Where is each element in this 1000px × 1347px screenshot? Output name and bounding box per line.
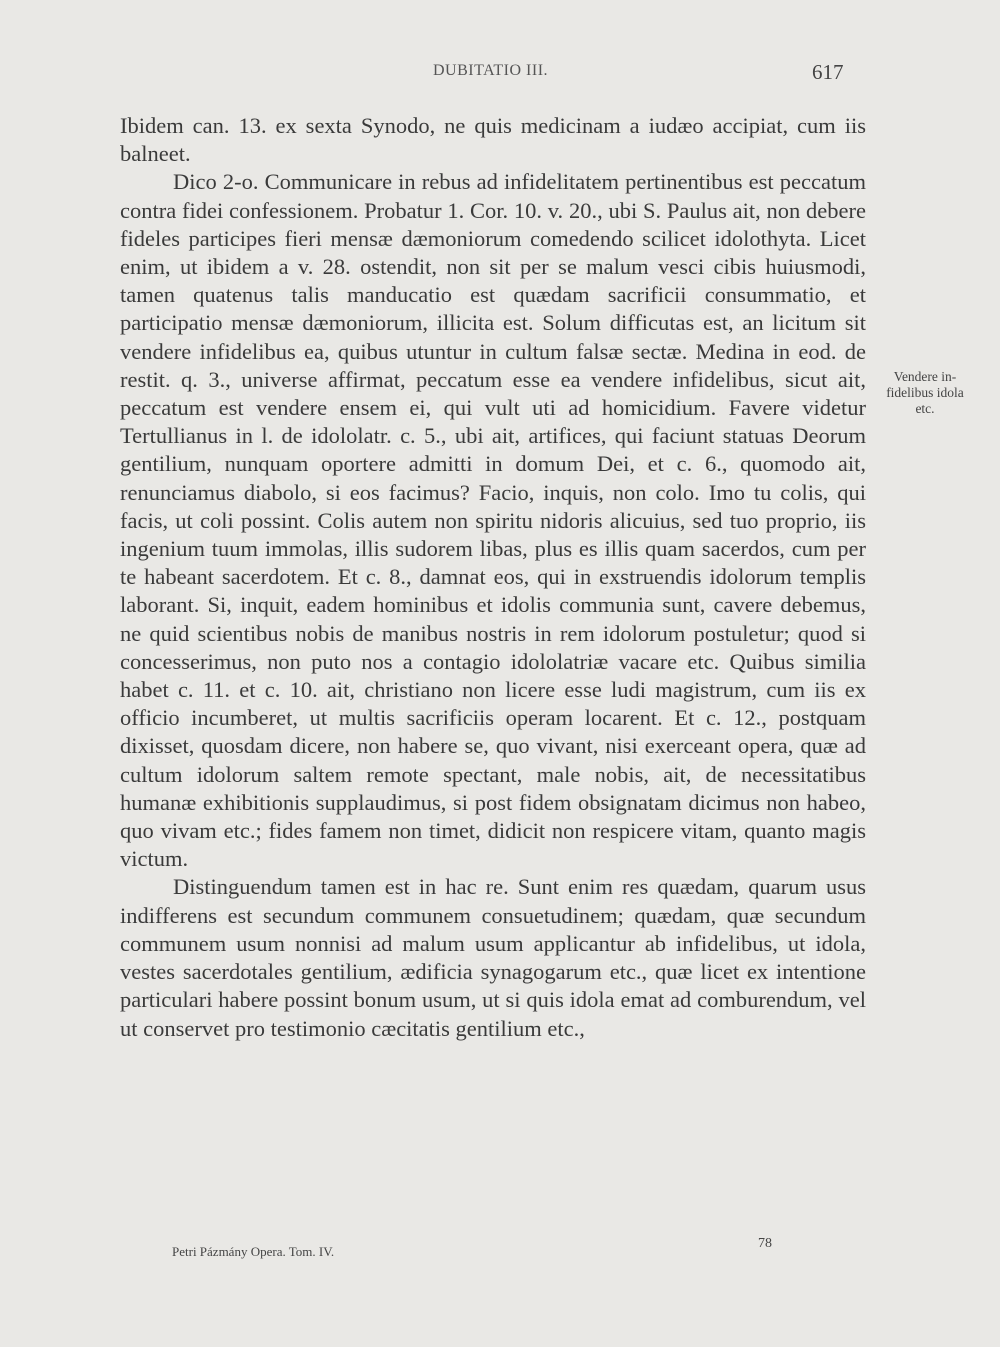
marginal-note-line: fidelibus idola bbox=[886, 385, 964, 400]
footer-signature: Petri Pázmány Opera. Tom. IV. bbox=[172, 1244, 335, 1259]
paragraph: Distinguendum tamen est in hac re. Sunt enim res quædam, quarum usus indifferens est secundum communem consuetudinem; quædam, quæ secundum communem usum nonnisi ad malum usum applicantur ab infidelibus, ut idola, vestes sacerdotales gentilium, ædificia synagogarum etc., quæ licet ex intentione particulari habere possint bonum usum, ut si quis idola emat ad comburendum, vel ut conservet pro testimonio cæcitatis gentilium etc., bbox=[120, 874, 866, 1041]
paragraph: Dico 2-o. Communicare in rebus ad infidelitatem pertinentibus est peccatum contra fidei confessionem. Probatur 1. Cor. 10. v. 20., ubi S. Paulus ait, non debere fideles participes fieri mensæ dæmoniorum comedendo scilicet idolothyta. Licet enim, ut ibidem a v. 28. ostendit, non sit per se malum vesci cibis huiusmodi, tamen quatenus talis manducatio est quædam sacrificii consummatio, et participatio mensæ dæmoniorum, illicita est. Solum difficutas est, an licitum sit vendere infidelibus ea, quibus utuntur in cultum falsæ sectæ. Medina in eod. de restit. q. 3., universe affirmat, peccatum esse ea vendere infidelibus, sicut ait, peccatum est vendere ensem ei, qui vult uti ad homicidium. Favere videtur Tertullianus in l. de idololatr. c. 5., ubi ait, artifices, qui faciunt statuas Deorum gentilium, nunquam oportere admitti in domum Dei, et c. 6., quomodo ait, renunciamus diabolo, si eos facimus? Facio, inquis, non colo. Imo tu colis, qui facis, ut coli possint. Colis autem non spiritu nidoris alicuius, sed tuo proprio, iis ingenium tuum immolas, illis sudorem libas, plus es illis quam sacerdos, cum per te habeant sacerdotem. Et c. 8., damnat eos, qui in exstruendis idolorum templis laborant. Si, inquit, eadem hominibus et idolis communia sunt, cavere debemus, ne quid scientibus nobis de manibus nostris in rem idolorum postuletur; quod si concesserimus, non puto nos a contagio idololatriæ vacare etc. Quibus similia habet c. 11. et c. 10. ait, christiano non licere esse ludi magistrum, cum iis ex officio incumberet, ut multis sacrificiis operam locarent. Et c. 12., postquam dixisset, quosdam dicere, non habere se, quo vivant, nisi exerceant opera, quæ ad cultum idolorum saltem remote spectant, male nobis, ait, de necessitatibus humanæ exhibitionis supplaudimus, si post fidem obsignatam dicimus non habeo, quo vivam etc.; fides famem non timet, didicit non respicere vitam, quanto magis victum. bbox=[120, 169, 866, 872]
paragraph: Ibidem can. 13. ex sexta Synodo, ne quis medicinam a iudæo accipiat, cum iis balneet. bbox=[120, 113, 866, 167]
running-head: DUBITATIO III. bbox=[433, 62, 549, 79]
marginal-note-line: etc. bbox=[915, 401, 935, 416]
marginal-note bbox=[870, 369, 980, 417]
page-number: 617 bbox=[812, 60, 844, 84]
body-text bbox=[120, 112, 866, 1043]
marginal-note-line: Vendere in- bbox=[893, 369, 957, 384]
sheet-number: 78 bbox=[758, 1236, 772, 1251]
